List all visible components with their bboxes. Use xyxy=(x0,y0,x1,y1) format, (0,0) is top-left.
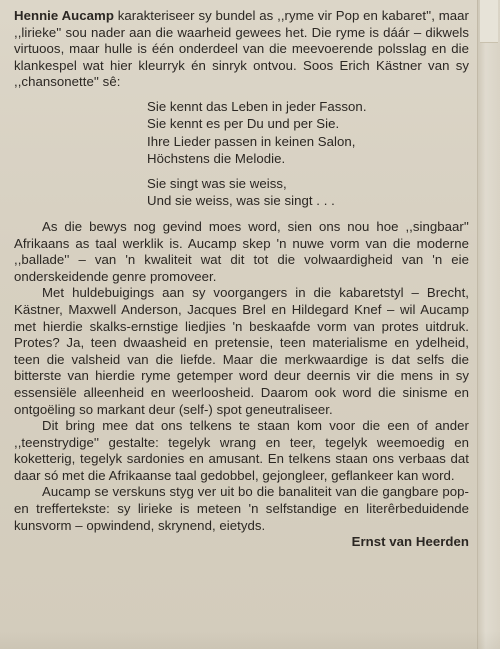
poem-line: Sie singt was sie weiss, xyxy=(147,175,287,191)
poem-stanza-1 xyxy=(147,98,469,168)
poem-line: Sie kennt es per Du und per Sie. xyxy=(147,116,340,132)
reviewer-signature: Ernst van Heerden xyxy=(351,534,469,550)
kastner-quote-poem xyxy=(147,98,469,210)
review-text-block xyxy=(14,8,469,551)
intro-paragraph xyxy=(14,8,469,91)
body-paragraph-1: As die bewys nog gevind moes word, sien ons nou hoe ,,singbaar'' Afrikaans as taal werklik is. Aucamp skep 'n nuwe vorm van die moderne ,,ballade'' – van 'n kwaliteit wat dit tot die volwaardigheid van 'n eie onderskeidende genre promoveer. xyxy=(14,218,469,284)
poem-line: Und sie weiss, was sie singt . . . xyxy=(147,193,335,209)
poem-line: Sie kennt das Leben in jeder Fasson. xyxy=(147,98,367,114)
page-edge-strip xyxy=(477,0,500,649)
edge-label-sticker xyxy=(480,0,498,43)
body-paragraph-2: Met huldebuigings aan sy voorgangers in die kabaretstyl – Brecht, Kästner, Maxwell Anderson, Jacques Brel en Hildegard Knef – wil Aucamp met hierdie skalks-ernstige liedjies 'n beskaafde vorm van protes uitdruk. Protes? Ja, teen dwaasheid en pretensie, teen materialisme en ydelheid, teen die valsheid van die liefde. Maar die merkwaardige is dat selfs die bitterste van hierdie ryme getemper word deur deernis vir die mens in sy essensiële alleenheid en weerloosheid. Daarom ook word die sinisme en ontgoëling so markant deur (self-) spot geneutraliseer. xyxy=(14,285,469,417)
poem-line: Ihre Lieder passen in keinen Salon, xyxy=(147,133,356,149)
poem-stanza-2 xyxy=(147,175,469,210)
body-paragraph-3: Dit bring mee dat ons telkens te staan kom voor die een of ander ,,teenstrydige'' gestalte: tegelyk wrang en teer, tegelyk weemoedig en koketterig, tegelyk sardonies en amusant. En telkens staan ons verbaas dat daar só met die Afrikaanse taal gedobbel, gejongleer, geflankeer kan word. xyxy=(14,418,469,483)
intro-paragraph-text: karakteriseer sy bundel as ,,ryme vir Pop en kabaret'', maar ,,lirieke'' sou nader aan die waarheid gewees het. Die ryme is dáár – dikwels virtuoos, maar hulle is één onderdeel van die meevoerende polsslag en die klankespel wat hier kleurryk én sinryk ontvou. Soos Erich Kästner van sy ,,chansonette'' sê: xyxy=(14,8,469,90)
poem-line: Höchstens die Melodie. xyxy=(147,151,286,167)
body-paragraph-4: Aucamp se verskuns styg ver uit bo die banaliteit van die gangbare pop- en treffertekste: sy lirieke is meteen 'n selfstandige en literêrbeduidende kunsvorm – opwindend, skrynend, eietyds. xyxy=(14,484,469,533)
intro-author-name: Hennie Aucamp xyxy=(14,8,114,23)
bottom-shading xyxy=(0,631,500,649)
